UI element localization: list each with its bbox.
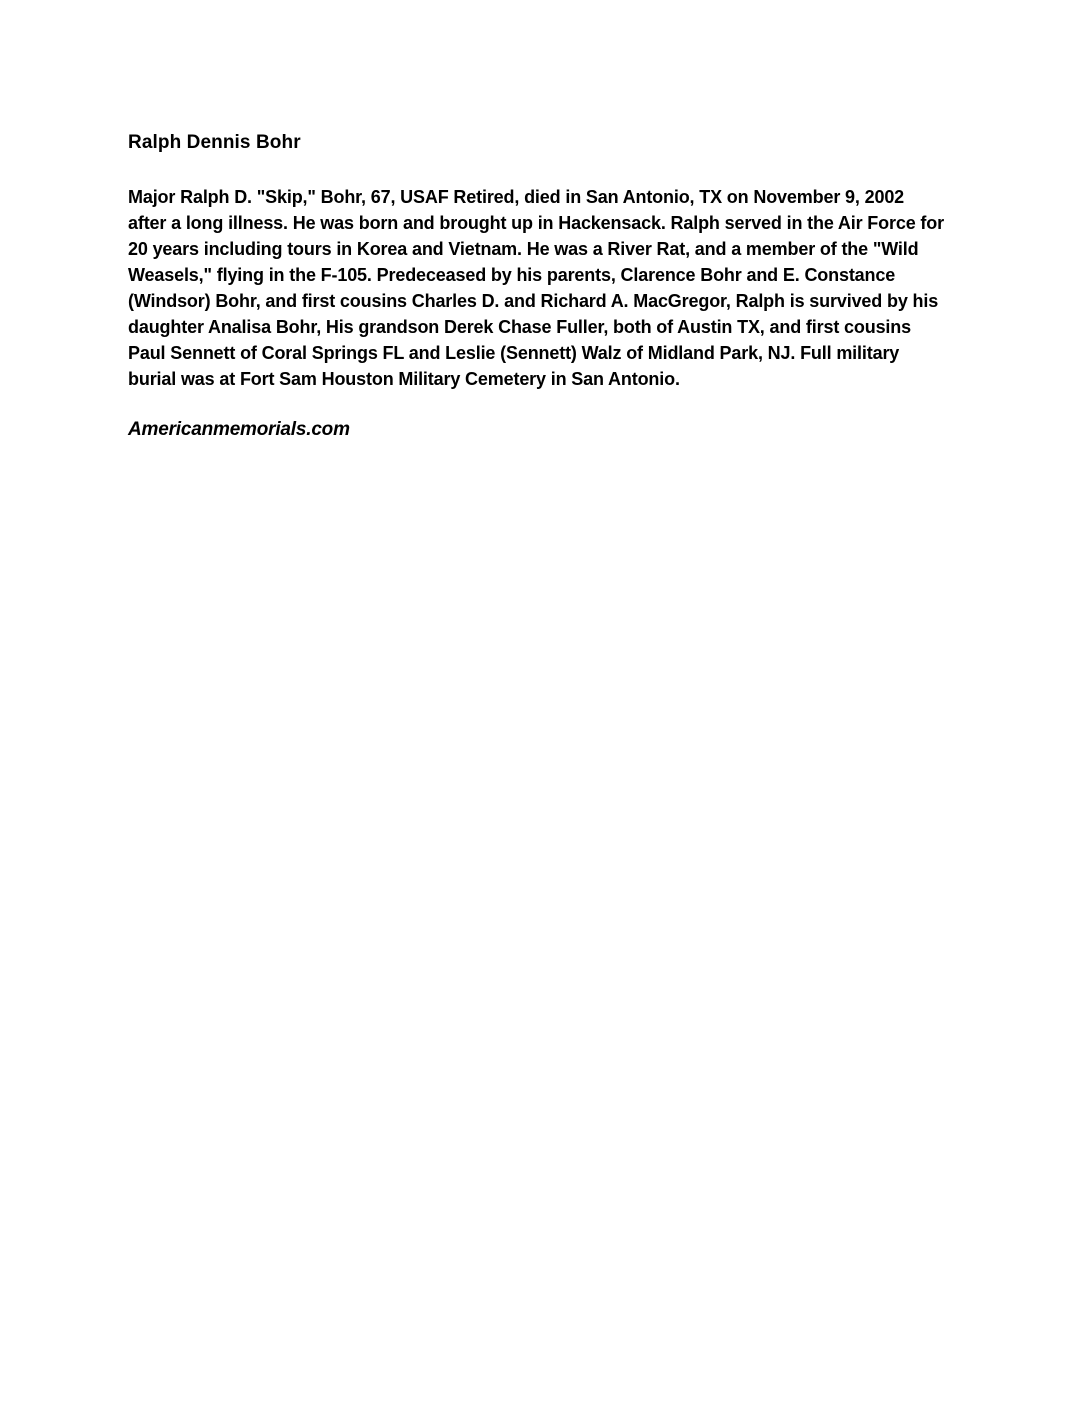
obituary-line: Paul Sennett of Coral Springs FL and Leslie (Sennett) Walz of Midland Park, NJ. Full military: [128, 343, 900, 363]
obituary-line: (Windsor) Bohr, and first cousins Charles D. and Richard A. MacGregor, Ralph is survived by his: [128, 291, 939, 311]
obituary-line: after a long illness. He was born and brought up in Hackensack. Ralph served in the Air Force for: [128, 213, 944, 233]
obituary-line: burial was at Fort Sam Houston Military Cemetery in San Antonio.: [128, 369, 680, 389]
document-content: [128, 132, 964, 442]
obituary-title: Ralph Dennis Bohr: [128, 132, 301, 153]
obituary-paragraph: [128, 184, 964, 392]
source-website-text: Americanmemorials.com: [128, 419, 350, 440]
obituary-line: 20 years including tours in Korea and Vietnam. He was a River Rat, and a member of the "Wild: [128, 239, 919, 259]
obituary-line: Weasels," flying in the F-105. Predeceased by his parents, Clarence Bohr and E. Constance: [128, 265, 896, 285]
obituary-line: Major Ralph D. "Skip," Bohr, 67, USAF Retired, died in San Antonio, TX on November 9, 2002: [128, 187, 905, 207]
obituary-line: daughter Analisa Bohr, His grandson Derek Chase Fuller, both of Austin TX, and first cousins: [128, 317, 911, 337]
